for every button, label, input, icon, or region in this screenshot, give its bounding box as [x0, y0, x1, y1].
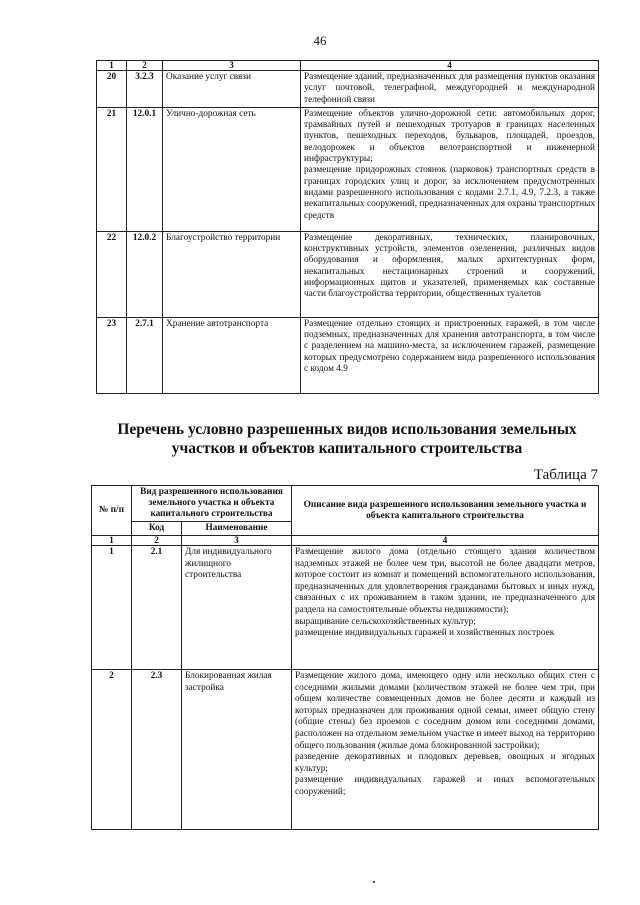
column-number: 2 [132, 536, 182, 546]
use-description [301, 71, 599, 108]
use-name: Для индивидуального жилищного строительства [182, 546, 292, 670]
row-number: 23 [97, 317, 127, 393]
use-name: Улично-дорожная сеть [163, 107, 301, 231]
use-code: 3.2.3 [127, 71, 163, 108]
description-paragraph: Размещение декоративных, технических, планировочных, конструктивных устройств, элементов озеленения, различных видов оборудования и оформления, малых архитектурных форм, некапитальных нестационарных строений и сооружений, информационных щитов и указателей, применяемых как составные части благоустройства территории, общественных туалетов [304, 232, 595, 300]
table-row [92, 546, 599, 670]
column-number: 3 [182, 536, 292, 546]
scan-speck [373, 881, 375, 883]
header-description: Описание вида разрешенного использования земельного участка и объекта капитального строительства [292, 486, 599, 536]
page-number: 46 [313, 33, 327, 48]
row-number: 20 [97, 71, 127, 108]
use-code: 12.0.2 [127, 231, 163, 317]
description-paragraph: размещение индивидуальных гаражей и хозяйственных построек [295, 628, 555, 639]
permitted-uses-table-continued [96, 60, 599, 394]
table-row [97, 231, 599, 317]
use-description [301, 231, 599, 317]
conditional-uses-table [91, 485, 599, 830]
use-code: 12.0.1 [127, 107, 163, 231]
use-name: Оказание услуг связи [163, 71, 301, 108]
use-code: 2.3 [132, 670, 182, 830]
table-row [92, 670, 599, 830]
header-name: Наименование [182, 522, 292, 536]
column-number: 4 [301, 61, 599, 71]
description-paragraph: Размещение объектов улично-дорожной сети: автомобильных дорог, трамвайных путей и пешеходных тротуаров в границах населенных пунктов, пешеходных переходов, бульваров, площадей, проездов, велодорожек и объектов велотранспортной и инженерной инфраструктуры; [304, 108, 595, 165]
header-code: Код [132, 522, 182, 536]
description-paragraph: размещение придорожных стоянок (парковок) транспортных средств в границах городских улиц и дорог, за исключением предусмотренных видами разрешенного использования с кодами 2.7.1, 4.9, 7.2.3, а также некапитальных сооружений, предназначенных для охраны транспортных средств [304, 165, 595, 221]
use-name: Блокированная жилая застройка [182, 670, 292, 830]
row-number: 22 [97, 231, 127, 317]
column-number-row [92, 536, 599, 546]
use-code: 2.1 [132, 546, 182, 670]
description-paragraph: Размещение жилого дома (отдельно стоящего здания количеством надземных этажей не более чем три, высотой не более двадцати метров, которое состоит из комнат и помещений вспомогательного использования, предназначенных для удовлетворения гражданами бытовых и иных нужд, связанных с их проживанием в таком здании, не предназначенного для раздела на самостоятельные объекты недвижимости); [295, 547, 596, 615]
table-row [97, 107, 599, 231]
use-description [292, 670, 599, 830]
header-use-type-group: Вид разрешенного использования земельного участка и объекта капитального строительства [132, 486, 292, 522]
row-number: 2 [92, 670, 132, 830]
use-description [301, 107, 599, 231]
description-paragraph: Размещение зданий, предназначенных для размещения пунктов оказания услуг почтовой, телеграфной, междугородней и международной телефонной связи [304, 72, 595, 105]
description-paragraph: размещение индивидуальных гаражей и иных вспомогательных сооружений; [295, 775, 596, 797]
section-title: Перечень условно разрешенных видов использования земельных участков и объектов капитального строительства [117, 421, 577, 457]
use-description [292, 546, 599, 670]
table-row [97, 71, 599, 108]
row-number: 1 [92, 546, 132, 670]
column-number: 2 [127, 61, 163, 71]
use-code: 2.7.1 [127, 317, 163, 393]
description-paragraph: Размещение отдельно стоящих и пристроенных гаражей, в том числе подземных, предназначенных для хранения автотранспорта, в том числе с разделением на машино-места, за исключением гаражей, размещение которых предусмотрено содержанием вида разрешенного использования с кодом 4.9 [304, 318, 595, 375]
table-label: Таблица 7 [533, 467, 598, 483]
column-number: 1 [92, 536, 132, 546]
column-number: 4 [292, 536, 599, 546]
column-number: 3 [163, 61, 301, 71]
description-paragraph: выращивание сельскохозяйственных культур; [295, 616, 476, 627]
header-number: № п/п [92, 486, 132, 536]
table-row [97, 317, 599, 393]
description-paragraph: разведение декоративных и плодовых деревьев, овощных и ягодных культур; [295, 752, 596, 774]
header-row [92, 486, 599, 522]
column-number: 1 [97, 61, 127, 71]
use-name: Благоустройство территории [163, 231, 301, 317]
description-paragraph: Размещение жилого дома, имеющего одну или несколько общих стен с соседними жилыми домами (количеством этажей не более чем три, при общем количестве совмещенных домов не более десяти и каждый из которых предназначен для проживания одной семьи, имеет общую стену (общие стены) без проемов с соседним домом или соседними домами, расположен на отдельном земельном участке и имеет выход на территорию общего пользования (жилые дома блокированной застройки); [295, 671, 596, 751]
column-number-row [97, 61, 599, 71]
row-number: 21 [97, 107, 127, 231]
use-name: Хранение автотранспорта [163, 317, 301, 393]
use-description [301, 317, 599, 393]
